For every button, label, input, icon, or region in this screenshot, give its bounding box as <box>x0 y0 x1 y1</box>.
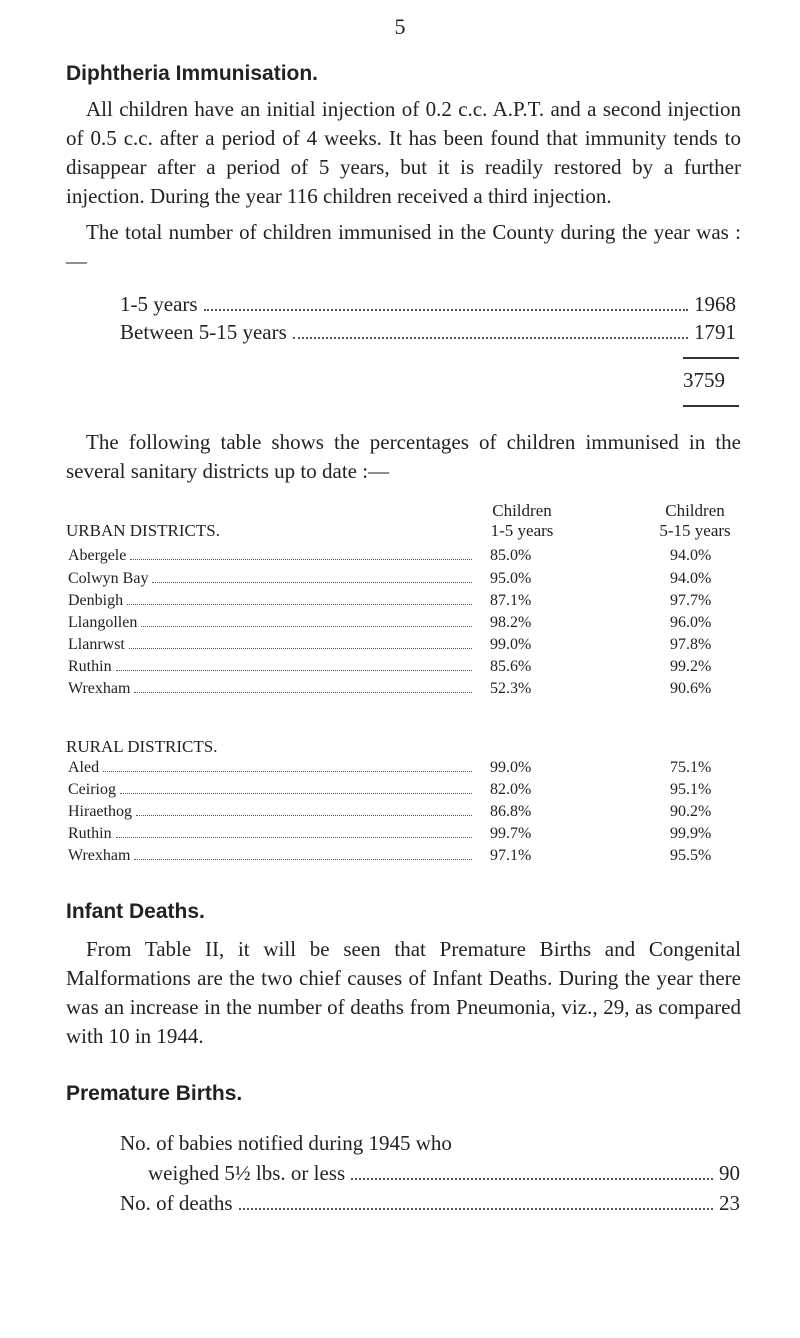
pct-5-15: 75.1% <box>670 759 712 776</box>
premature-births-heading: Premature Births. <box>66 1082 243 1105</box>
district-name: Ruthin <box>68 825 112 842</box>
district-name: Denbigh <box>68 592 124 609</box>
pct-1-5: 99.7% <box>490 825 532 842</box>
col1-header-line2: 1-5 years <box>490 521 554 540</box>
col1-header <box>462 501 582 541</box>
district-name: Abergele <box>68 547 127 564</box>
leader-dots <box>293 337 688 339</box>
notified-label: weighed 5½ lbs. or less <box>148 1161 346 1185</box>
table-row <box>68 570 768 592</box>
leader-dots <box>141 626 472 627</box>
table-row <box>68 825 768 847</box>
premature-line-1: No. of babies notified during 1945 who <box>120 1131 452 1155</box>
grand-total: 3759 <box>683 368 725 392</box>
pct-1-5: 85.6% <box>490 658 532 675</box>
total-row-5-15 <box>120 320 736 345</box>
pct-5-15: 97.8% <box>670 636 712 653</box>
page-number: 5 <box>394 14 406 39</box>
pct-5-15: 90.6% <box>670 680 712 697</box>
leader-dots <box>120 793 472 794</box>
pct-1-5: 85.0% <box>490 547 532 564</box>
diphtheria-paragraph-3: The following table shows the percentages of children immunised in the several sanitary districts up to date :— <box>66 430 741 483</box>
table-row <box>68 847 768 869</box>
diphtheria-paragraph-2: The total number of children immunised in the County during the year was :— <box>66 220 741 273</box>
pct-1-5: 86.8% <box>490 803 532 820</box>
pct-1-5: 82.0% <box>490 781 532 798</box>
rural-districts-title: RURAL DISTRICTS. <box>66 737 218 756</box>
table-row <box>68 803 768 825</box>
col2-header-line2: 5-15 years <box>659 521 731 540</box>
district-name: Aled <box>68 759 100 776</box>
district-name: Wrexham <box>68 680 131 697</box>
deaths-label: No. of deaths <box>120 1191 233 1215</box>
diphtheria-heading: Diphtheria Immunisation. <box>66 62 319 85</box>
total-row-1-5 <box>120 292 736 317</box>
leader-dots <box>152 582 472 583</box>
deaths-value: 23 <box>719 1191 740 1215</box>
leader-dots <box>116 837 472 838</box>
pct-5-15: 94.0% <box>670 570 712 587</box>
pct-5-15: 96.0% <box>670 614 712 631</box>
sum-rule-top <box>683 357 739 359</box>
leader-dots <box>351 1178 713 1180</box>
leader-dots <box>103 771 472 772</box>
pct-5-15: 99.2% <box>670 658 712 675</box>
pct-5-15: 90.2% <box>670 803 712 820</box>
premature-deaths-row <box>120 1191 740 1216</box>
urban-districts-title: URBAN DISTRICTS. <box>66 521 220 540</box>
table-row <box>68 658 768 680</box>
pct-1-5: 52.3% <box>490 680 532 697</box>
pct-5-15: 95.1% <box>670 781 712 798</box>
pct-5-15: 94.0% <box>670 547 712 564</box>
leader-dots <box>136 815 472 816</box>
sum-rule-bottom <box>683 405 739 407</box>
infant-deaths-heading: Infant Deaths. <box>66 900 205 923</box>
pct-1-5: 95.0% <box>490 570 532 587</box>
notified-value: 90 <box>719 1161 740 1185</box>
district-name: Colwyn Bay <box>68 570 149 587</box>
leader-dots <box>130 559 472 560</box>
pct-1-5: 99.0% <box>490 759 532 776</box>
total-label: 1-5 years <box>120 292 198 316</box>
total-value: 1791 <box>694 320 736 344</box>
total-label: Between 5-15 years <box>120 320 287 344</box>
district-name: Ruthin <box>68 658 112 675</box>
pct-5-15: 99.9% <box>670 825 712 842</box>
pct-1-5: 99.0% <box>490 636 532 653</box>
leader-dots <box>134 859 472 860</box>
col2-header <box>630 501 760 541</box>
leader-dots <box>239 1208 713 1210</box>
table-row <box>68 636 768 658</box>
table-row <box>68 759 768 781</box>
col2-header-line1: Children <box>665 501 725 520</box>
table-row <box>68 547 768 569</box>
district-name: Llanrwst <box>68 636 125 653</box>
leader-dots <box>127 604 472 605</box>
district-name: Ceiriog <box>68 781 116 798</box>
pct-5-15: 97.7% <box>670 592 712 609</box>
table-row <box>68 592 768 614</box>
table-row <box>68 781 768 803</box>
leader-dots <box>134 692 472 693</box>
pct-1-5: 97.1% <box>490 847 532 864</box>
district-name: Llangollen <box>68 614 138 631</box>
leader-dots <box>204 309 688 311</box>
diphtheria-paragraph-1: All children have an initial injection of 0.2 c.c. A.P.T. and a second injection of 0.5 c.c. after a period of 4 weeks. It has been found that immunity tends to disappear after a period of 5 years, but it is readily restored by a further injection. During the year 116 children received a third injection. <box>66 97 741 208</box>
table-row <box>68 614 768 636</box>
premature-notified-row <box>148 1161 740 1186</box>
col1-header-line1: Children <box>492 501 552 520</box>
district-name: Hiraethog <box>68 803 132 820</box>
pct-5-15: 95.5% <box>670 847 712 864</box>
pct-1-5: 87.1% <box>490 592 532 609</box>
district-name: Wrexham <box>68 847 131 864</box>
leader-dots <box>116 670 472 671</box>
infant-deaths-paragraph: From Table II, it will be seen that Premature Births and Congenital Malformations are the two chief causes of Infant Deaths. During the year there was an increase in the number of deaths from Pneumonia, viz., 29, as compared with 10 in 1944. <box>66 937 741 1048</box>
table-row <box>68 680 768 702</box>
leader-dots <box>129 648 472 649</box>
total-value: 1968 <box>694 292 736 316</box>
pct-1-5: 98.2% <box>490 614 532 631</box>
